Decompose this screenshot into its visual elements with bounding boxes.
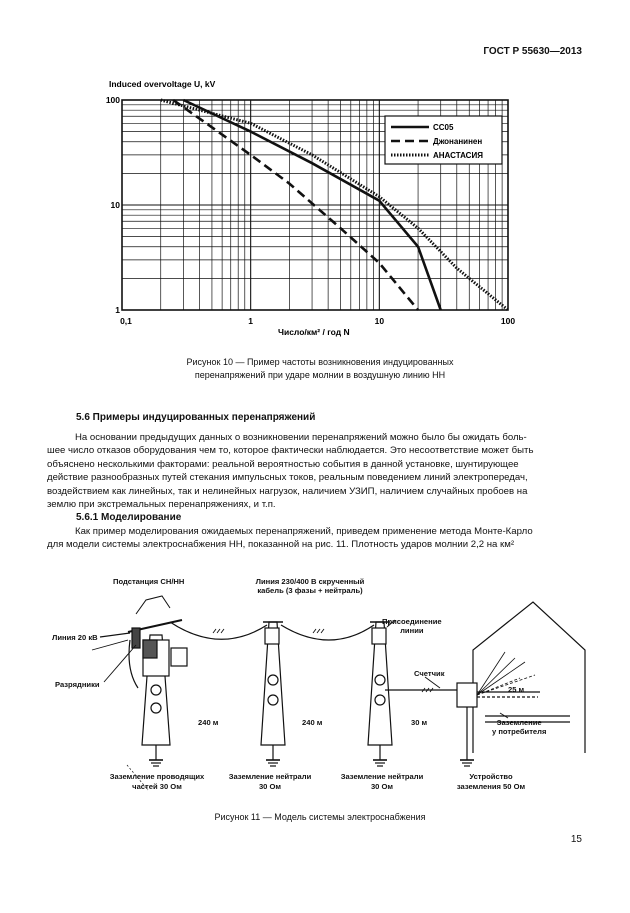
chart-ytick-label: 100 xyxy=(105,95,120,105)
chart-legend xyxy=(385,116,502,164)
label-ground-4-line2: заземления 50 Ом xyxy=(456,782,526,791)
label-ground-3 xyxy=(332,772,432,792)
chart-xtick-label: 1 xyxy=(248,316,254,326)
overvoltage-chart xyxy=(100,78,530,348)
pole-substation xyxy=(128,596,187,766)
label-distance-2: 240 м xyxy=(302,718,323,727)
label-meter: Счетчик xyxy=(414,669,445,678)
label-line-20kv: Линия 20 кВ xyxy=(52,633,98,642)
figure10-caption-line2: перенапряжений при ударе молнии в воздушную линию НН xyxy=(194,370,446,380)
label-ground-4-line1: Устройство xyxy=(469,772,513,781)
document-header: ГОСТ Р 55630—2013 xyxy=(483,46,582,57)
chart-legend-label: Джонанинен xyxy=(433,137,483,146)
pole-2 xyxy=(261,622,285,766)
section-paragraph-1 xyxy=(47,431,584,511)
label-cable xyxy=(240,577,380,595)
chart-xlabel: Число/км² / год N xyxy=(278,327,350,337)
subsection-heading: 5.6.1 Моделирование xyxy=(76,512,182,523)
pole-3 xyxy=(368,622,392,766)
label-distance-1: 240 м xyxy=(198,718,219,727)
label-connection xyxy=(382,617,442,635)
para1-line: воздействием как линейных, так и нелинейных нагрузок, наличием УЗИП, наличием случайных пробоев на xyxy=(47,485,528,497)
label-consumer-ground-line1: Заземление xyxy=(496,718,542,727)
label-distance-3: 30 м xyxy=(411,718,428,727)
line-20kv xyxy=(100,633,130,637)
para2-line: Как пример моделирования ожидаемых перенапряжений, приведем применение метода Монте-Карло xyxy=(75,526,533,537)
chart-xtick-label: 10 xyxy=(374,316,385,326)
figure11-caption: Рисунок 11 — Модель системы электроснабжения xyxy=(214,812,426,822)
consumer-house xyxy=(457,602,585,766)
chart-ytick-label: 1 xyxy=(115,305,120,315)
chart-xtick-label: 100 xyxy=(500,316,516,326)
label-connection-line1: Присоединение xyxy=(382,617,442,626)
label-consumer-ground-line2: у потребителя xyxy=(492,727,547,736)
figure10-caption xyxy=(120,356,520,382)
label-cable-line1: Линия 230/400 В скрученный xyxy=(255,577,365,586)
para1-line: действие разнообразных путей стекания импульсных токов, реальным поведением линий электропередач, xyxy=(47,472,528,484)
label-ground-1-line1: Заземление проводящих xyxy=(109,772,205,781)
para1-line: объяснено несколькими факторами: реальной вероятностью события в данной установке, шунтирующее xyxy=(47,458,519,470)
chart-xtick-label: 0,1 xyxy=(120,316,132,326)
page-number: 15 xyxy=(570,834,582,845)
label-ground-2-line2: 30 Ом xyxy=(258,782,282,791)
section-paragraph-2 xyxy=(47,525,584,552)
cable-span-2 xyxy=(281,625,374,640)
label-consumer-ground xyxy=(492,718,546,736)
label-connection-line2: линии xyxy=(400,626,424,635)
label-substation: Подстанция СН/НН xyxy=(113,577,185,586)
chart-ylabel: Induced overvoltage U, kV xyxy=(109,79,216,89)
label-ground-3-line2: 30 Ом xyxy=(370,782,394,791)
label-distance-4: 25 м xyxy=(508,685,525,694)
para1-line: шее число отказов оборудования чем то, которое фактически наблюдается. Это несоответствие может быть xyxy=(47,445,534,457)
label-cable-line2: кабель (3 фазы + нейтраль) xyxy=(257,586,363,595)
figure10-caption-line1: Рисунок 10 — Пример частоты возникновения индуцированных xyxy=(186,357,454,367)
label-ground-2 xyxy=(220,772,320,792)
label-ground-4 xyxy=(446,772,536,792)
para2-line: для модели системы электроснабжения НН, показанной на рис. 11. Плотность ударов молнии 2,2 на км² xyxy=(47,539,515,551)
para1-line: землю при экстремальных перенапряжениях, и т.п. xyxy=(47,499,276,511)
chart-ytick-label: 10 xyxy=(110,200,120,210)
label-arresters: Разрядники xyxy=(55,680,100,689)
chart-legend-label: CC05 xyxy=(433,123,454,132)
para1-line: На основании предыдущих данных о возникновении перенапряжений можно было бы ожидать боль- xyxy=(75,432,527,443)
label-ground-1 xyxy=(100,772,214,792)
label-ground-1-line2: частей 30 Ом xyxy=(132,782,182,791)
chart-legend-label: АНАСТАСИЯ xyxy=(433,151,483,160)
label-ground-3-line1: Заземление нейтрали xyxy=(340,772,424,781)
label-ground-2-line1: Заземление нейтрали xyxy=(228,772,312,781)
section-heading: 5.6 Примеры индуцированных перенапряжений xyxy=(76,412,316,423)
